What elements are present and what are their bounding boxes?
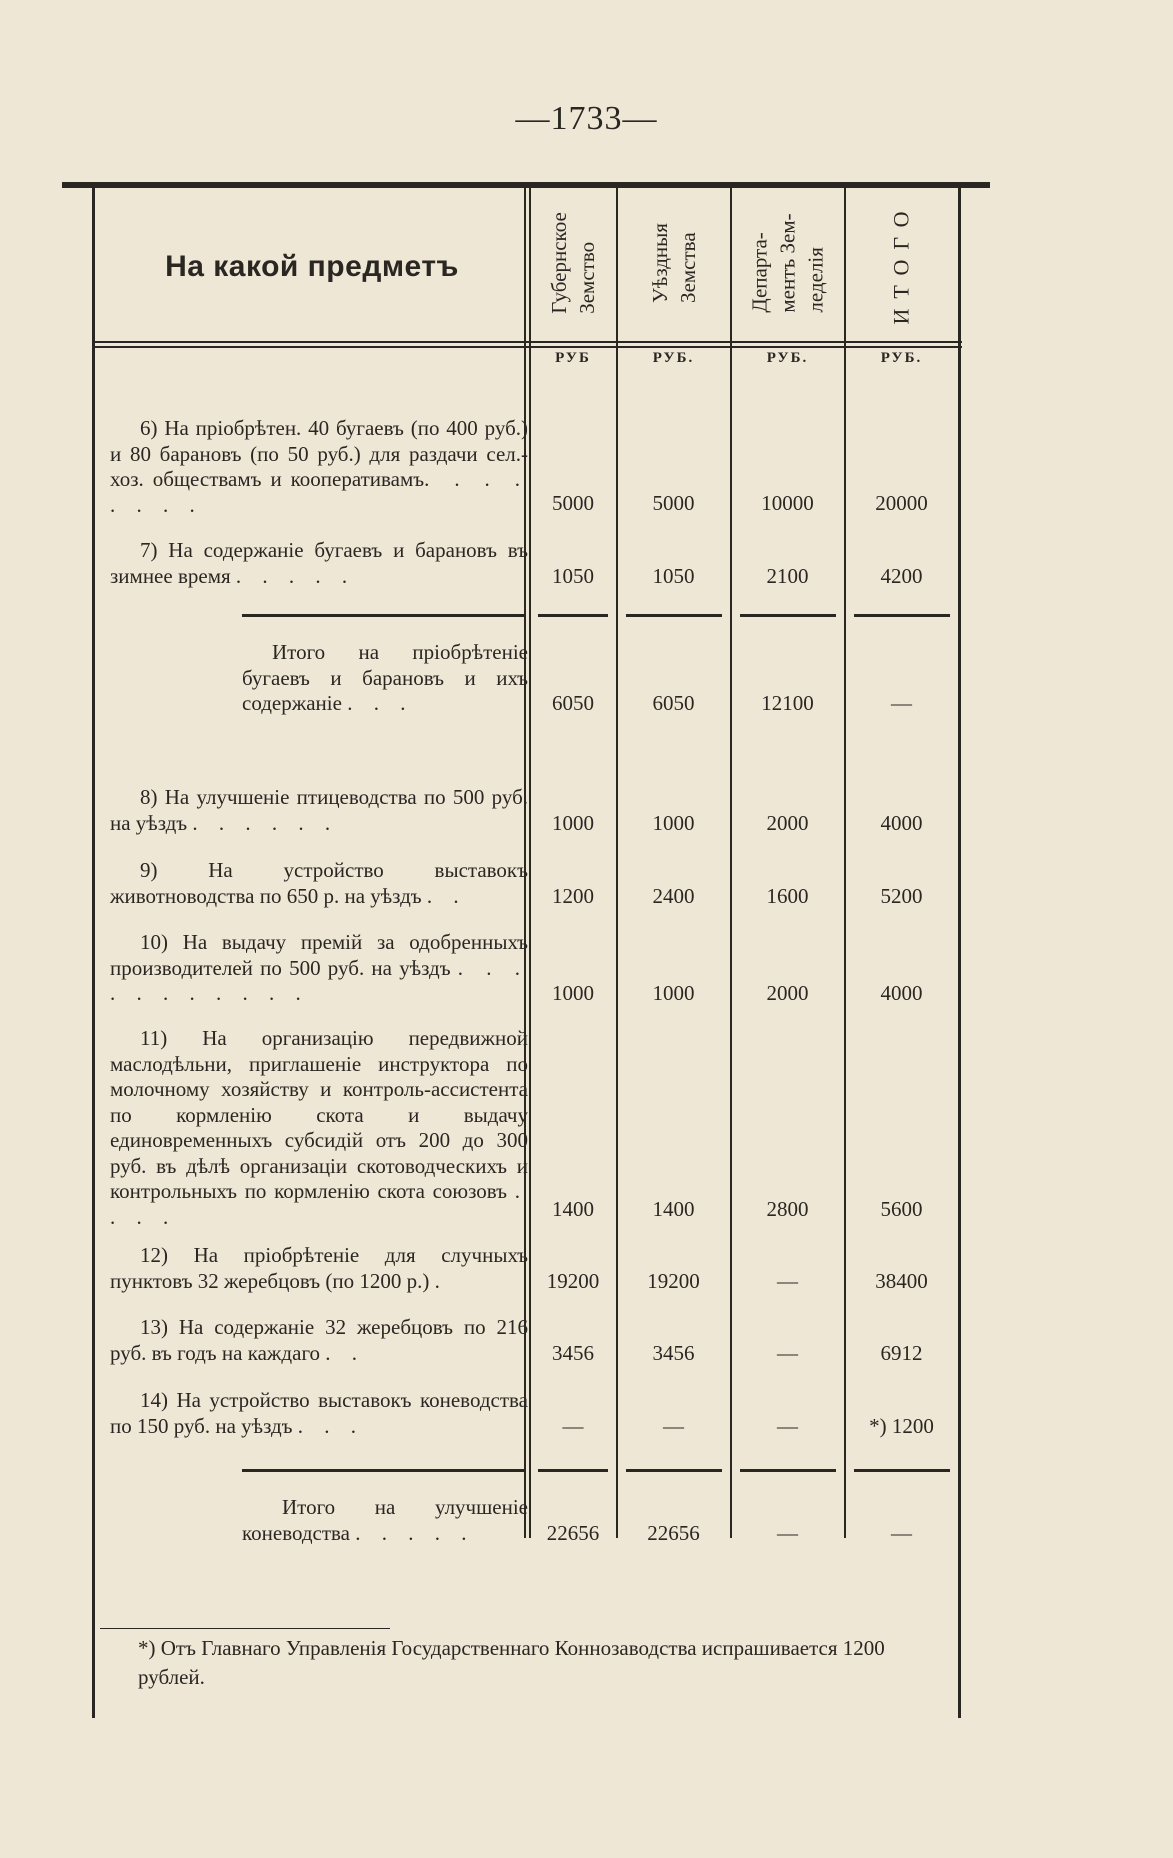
col-head-uezdnyya: Уѣздныя Земства (647, 223, 700, 303)
subtotal-text: Итого на улучшеніе коневодства . . . . . (242, 1495, 528, 1545)
value-uezd: 5000 (652, 491, 695, 515)
value-gub: 6050 (552, 691, 594, 715)
value-dep: 2100 (766, 564, 809, 588)
column-divider (730, 188, 732, 1538)
value-dep: — (777, 1341, 798, 1365)
row-text: 7) На содержаніе бугаевъ и барановъ въ зимнее время . . . . . (110, 538, 528, 588)
subtotal-rule (626, 614, 722, 617)
subtotal-rule (626, 1469, 722, 1472)
value-uezd: — (663, 1414, 684, 1438)
value-uezd: 22656 (647, 1521, 700, 1545)
value-gub: 5000 (552, 491, 594, 515)
subtotal-rule (854, 1469, 950, 1472)
footnote: *) Отъ Главнаго Управленія Государственнаго Коннозаводства испрашивается 1200 рублей. (138, 1636, 885, 1689)
value-itogo: 5200 (880, 884, 923, 908)
value-uezd: 1000 (652, 981, 695, 1005)
subtotal-rule (242, 614, 524, 617)
table-left-border (92, 188, 95, 1718)
page-number: —1733— (515, 100, 658, 137)
column-divider (844, 188, 846, 1538)
value-itogo: 4200 (880, 564, 923, 588)
footnote-rule (100, 1628, 390, 1629)
value-uezd: 1400 (652, 1197, 695, 1221)
subtotal-rule (740, 1469, 836, 1472)
col-head-gubernskoe: Губернское Земство (547, 212, 600, 314)
value-dep: 2000 (766, 811, 809, 835)
subtotal-rule (538, 614, 608, 617)
value-itogo: 5600 (880, 1197, 923, 1221)
value-gub: 3456 (552, 1341, 594, 1365)
value-uezd: 19200 (647, 1269, 700, 1293)
value-dep: — (777, 1269, 798, 1293)
value-gub: 1200 (552, 884, 594, 908)
value-itogo: 20000 (875, 491, 928, 515)
table-right-border (958, 188, 961, 1718)
value-dep: 1600 (766, 884, 809, 908)
row-text: 12) На пріобрѣтеніе для случныхъ пунктовъ 32 жеребцовъ (по 1200 р.) . (110, 1243, 528, 1293)
subtotal-rule (242, 1469, 524, 1472)
value-itogo: 4000 (880, 981, 923, 1005)
value-itogo: 6912 (880, 1341, 923, 1365)
value-itogo: 4000 (880, 811, 923, 835)
row-text: 13) На содержаніе 32 жеребцовъ по 216 руб. въ годъ на каждаго . . (110, 1315, 528, 1365)
value-gub: 19200 (546, 1269, 600, 1293)
unit-label: РУБ. (652, 350, 695, 366)
value-itogo: — (891, 1521, 912, 1545)
value-dep: — (777, 1521, 798, 1545)
value-itogo: *) 1200 (869, 1414, 934, 1438)
value-dep: 2000 (766, 981, 809, 1005)
value-uezd: 1000 (652, 811, 695, 835)
value-gub: 1400 (552, 1197, 594, 1221)
value-uezd: 2400 (652, 884, 695, 908)
subtotal-text: Итого на пріобрѣтеніе бугаевъ и барановъ и ихъ содержаніе . . . (242, 640, 528, 715)
row-text: 9) На устройство выставокъ животноводства по 650 р. на уѣздъ . . (110, 858, 528, 908)
row-text: 6) На пріобрѣтен. 40 бугаевъ (по 400 руб.) и 80 барановъ (по 50 руб.) для раздачи сел.-хоз. обществамъ и кооперативамъ. . . . . . . . (110, 416, 528, 517)
value-dep: 12100 (761, 691, 814, 715)
value-uezd: 1050 (652, 564, 695, 588)
value-gub: — (562, 1414, 584, 1438)
row-text: 10) На выдачу премій за одобренныхъ производителей по 500 руб. на уѣздъ . . . . . . . . . . . (110, 930, 528, 1005)
value-dep: — (777, 1414, 798, 1438)
col-head-departament: Департа- ментъ Зем- леделія (747, 213, 828, 313)
unit-label: РУБ (555, 350, 591, 366)
subtotal-rule (740, 614, 836, 617)
subject-header: На какой предметъ (165, 250, 459, 283)
subtotal-rule (854, 614, 950, 617)
row-text: 8) На улучшеніе птицеводства по 500 руб. на уѣздъ . . . . . . (110, 785, 528, 835)
value-gub: 1000 (552, 811, 594, 835)
value-gub: 1000 (552, 981, 594, 1005)
row-text: 11) На организацію передвижной маслодѣльни, приглашеніе инструктора по молочному хозяйству и контроль-ассистента по кормленію скота и выдачу единовременныхъ субсидій отъ 200 до 300 руб. въ дѣлѣ организаціи скотоводческихъ и контрольныхъ по кормленію скота союзовъ . . . . (110, 1026, 528, 1229)
value-itogo: 38400 (875, 1269, 928, 1293)
value-gub: 22656 (546, 1521, 600, 1545)
header-rule (92, 346, 962, 348)
unit-label: РУБ. (880, 350, 923, 366)
column-divider (529, 188, 531, 1538)
col-head-itogo: ИТОГО (888, 201, 914, 325)
header-rule (92, 341, 962, 343)
value-gub: 1050 (552, 564, 594, 588)
value-itogo: — (891, 691, 912, 715)
value-uezd: 6050 (652, 691, 695, 715)
unit-label: РУБ. (766, 350, 809, 366)
budget-table (92, 188, 962, 1718)
value-dep: 10000 (761, 491, 814, 515)
column-divider (616, 188, 618, 1538)
value-dep: 2800 (766, 1197, 809, 1221)
subtotal-rule (538, 1469, 608, 1472)
value-uezd: 3456 (652, 1341, 695, 1365)
row-text: 14) На устройство выставокъ коневодства по 150 руб. на уѣздъ . . . (110, 1388, 528, 1438)
